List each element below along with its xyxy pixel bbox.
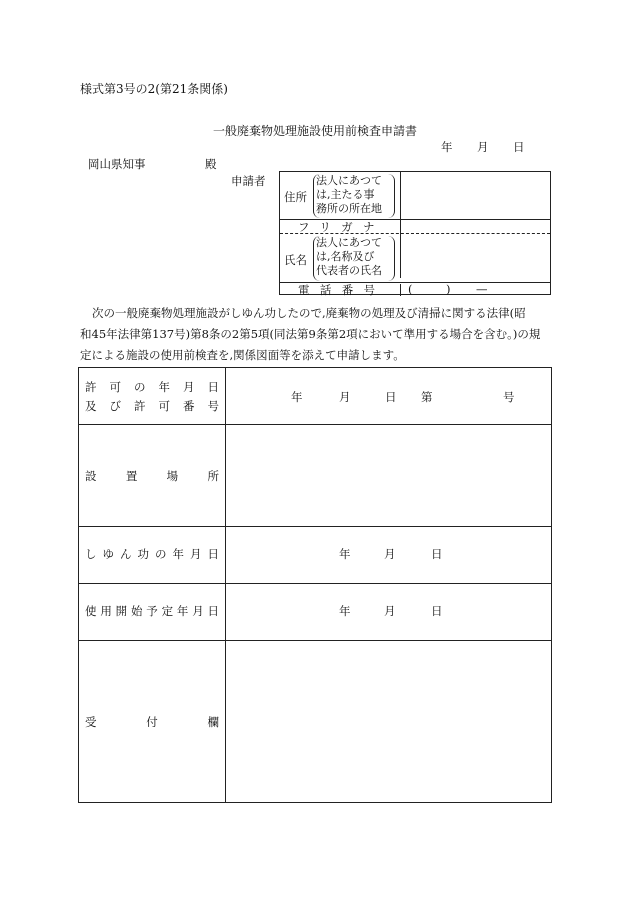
- phone-dash: —: [476, 282, 488, 296]
- date-month: 月: [477, 140, 489, 154]
- start-year: 年: [339, 604, 351, 618]
- address-note: 法人にあつて は,主たる事 務所の所在地: [313, 174, 395, 218]
- phone-open-paren: (: [408, 282, 413, 296]
- completion-year: 年: [339, 547, 351, 561]
- addressee: 岡山県知事: [88, 157, 146, 171]
- date-day: 日: [513, 140, 525, 154]
- applicant-box: [279, 171, 551, 295]
- start-day: 日: [431, 604, 443, 618]
- table-row-line: [79, 583, 551, 584]
- start-date-label: 使 用 開 始 予 定 年 月 日: [85, 604, 219, 618]
- table-row-line: [79, 640, 551, 641]
- document-title: 一般廃棄物処理施設使用前検査申請書: [212, 124, 417, 138]
- address-label: 住所: [284, 190, 307, 204]
- permit-number-suffix: 号: [503, 390, 515, 404]
- applicant-label: 申請者: [231, 174, 266, 188]
- form-number: 様式第3号の2(第21条関係): [80, 82, 228, 96]
- permit-year: 年: [291, 390, 303, 404]
- permit-label-line2: 及 び 許 可 番 号: [85, 399, 219, 413]
- completion-date-label: し ゆ ん 功 の 年 月 日: [85, 547, 219, 561]
- date-year: 年: [441, 140, 453, 154]
- completion-day: 日: [431, 547, 443, 561]
- phone-divider: [400, 284, 401, 296]
- addressee-honorific: 殿: [205, 157, 217, 171]
- name-note: 法人にあつて は,名称及び 代表者の氏名: [313, 236, 395, 281]
- table-column-divider: [225, 368, 226, 802]
- name-label: 氏名: [284, 253, 307, 267]
- table-row-line: [79, 424, 551, 425]
- facility-info-table: [78, 367, 552, 803]
- permit-number-prefix: 第: [421, 390, 433, 404]
- installation-location-label: 設 置 場 所: [85, 469, 219, 483]
- permit-day: 日: [385, 390, 397, 404]
- permit-month: 月: [339, 390, 351, 404]
- reception-label: 受 付 欄: [85, 715, 219, 729]
- permit-label-line1: 許 可 の 年 月 日: [85, 380, 219, 394]
- application-date: [441, 139, 525, 155]
- permit-label: [85, 379, 219, 414]
- phone-close-paren: ): [446, 282, 451, 296]
- application-statement: 次の一般廃棄物処理施設がしゆん功したので,廃棄物の処理及び清掃に関する法律(昭 和45年法律第137号)第8条の2第5項(同法第9条第2項において準用する場合を含む。)の規 定による施設の使用前検査を,関係図面等を添えて申請します。: [80, 306, 541, 362]
- furigana-label: フリガナ: [298, 220, 385, 234]
- applicant-box-divider: [400, 172, 401, 278]
- phone-label: 電話番号: [298, 283, 386, 297]
- completion-month: 月: [384, 547, 396, 561]
- start-month: 月: [384, 604, 396, 618]
- table-row-line: [79, 526, 551, 527]
